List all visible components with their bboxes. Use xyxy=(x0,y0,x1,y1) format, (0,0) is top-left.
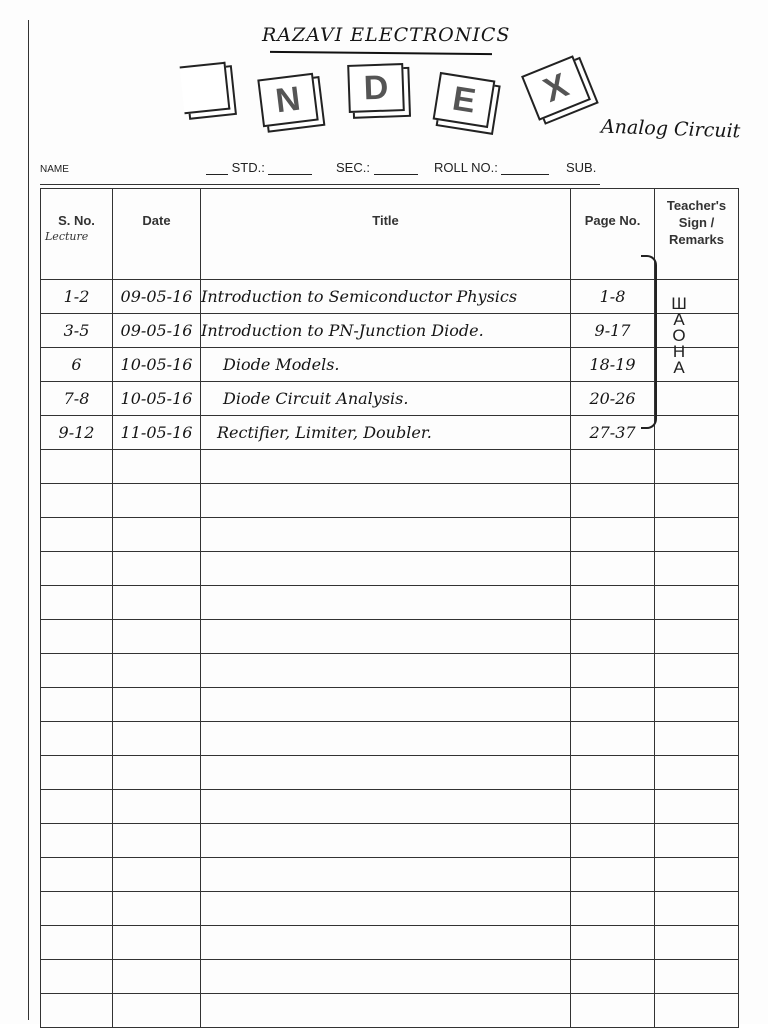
empty-table-row xyxy=(41,654,739,688)
cell-date: 11-05-16 xyxy=(113,416,201,450)
empty-table-row xyxy=(41,620,739,654)
empty-cell xyxy=(571,756,655,790)
empty-cell xyxy=(113,824,201,858)
page-margin-line xyxy=(28,20,29,1020)
empty-cell xyxy=(655,518,739,552)
index-tile-e: E xyxy=(433,72,496,128)
empty-cell xyxy=(655,552,739,586)
empty-cell xyxy=(655,858,739,892)
cell-sno: 1-2 xyxy=(41,280,113,314)
sub-label: SUB. xyxy=(566,160,597,175)
empty-cell xyxy=(201,518,571,552)
empty-cell xyxy=(113,858,201,892)
empty-cell xyxy=(571,484,655,518)
student-meta-row xyxy=(40,154,620,178)
empty-cell xyxy=(655,892,739,926)
empty-cell xyxy=(113,756,201,790)
title-underline xyxy=(270,51,492,55)
table-row xyxy=(41,416,739,450)
empty-cell xyxy=(41,654,113,688)
subject-title: RAZAVI ELECTRONICS xyxy=(262,24,511,46)
cell-remark xyxy=(655,416,739,450)
empty-cell xyxy=(201,824,571,858)
cell-date: 09-05-16 xyxy=(113,314,201,348)
empty-cell xyxy=(41,552,113,586)
empty-table-row xyxy=(41,926,739,960)
empty-cell xyxy=(41,756,113,790)
empty-table-row xyxy=(41,518,739,552)
empty-table-row xyxy=(41,484,739,518)
empty-cell xyxy=(41,688,113,722)
empty-cell xyxy=(655,790,739,824)
col-header-title: Title xyxy=(201,189,571,280)
cell-page: 9-17 xyxy=(571,314,655,348)
empty-cell xyxy=(41,484,113,518)
empty-cell xyxy=(201,654,571,688)
table-header-row xyxy=(41,189,739,280)
table-row xyxy=(41,280,739,314)
empty-cell xyxy=(41,994,113,1028)
empty-cell xyxy=(571,994,655,1028)
meta-underline xyxy=(40,184,600,185)
empty-cell xyxy=(41,722,113,756)
empty-cell xyxy=(201,960,571,994)
empty-cell xyxy=(113,892,201,926)
col-header-sno-note: Lecture xyxy=(45,230,89,243)
empty-cell xyxy=(41,790,113,824)
empty-cell xyxy=(201,484,571,518)
cell-date: 10-05-16 xyxy=(113,348,201,382)
cell-date: 10-05-16 xyxy=(113,382,201,416)
empty-cell xyxy=(201,994,571,1028)
empty-cell xyxy=(655,484,739,518)
cell-sno: 9-12 xyxy=(41,416,113,450)
page-range-bracket xyxy=(641,255,657,429)
empty-table-row xyxy=(41,790,739,824)
empty-table-row xyxy=(41,688,739,722)
cell-title: Introduction to PN-Junction Diode. xyxy=(201,314,571,348)
empty-cell xyxy=(41,450,113,484)
empty-cell xyxy=(571,892,655,926)
cell-page: 1-8 xyxy=(571,280,655,314)
empty-table-row xyxy=(41,552,739,586)
sec-label: SEC.: xyxy=(336,160,370,175)
cell-sno: 3-5 xyxy=(41,314,113,348)
empty-table-row xyxy=(41,756,739,790)
subject-note: Analog Circuit xyxy=(600,115,741,143)
roll-no-label: ROLL NO.: xyxy=(434,160,498,175)
cell-sno: 7-8 xyxy=(41,382,113,416)
col-header-teacher: Teacher's Sign / Remarks xyxy=(655,189,739,280)
col-header-sno: S. No. Lecture xyxy=(41,189,113,280)
col-header-date: Date xyxy=(113,189,201,280)
table-row xyxy=(41,348,739,382)
empty-cell xyxy=(655,450,739,484)
empty-cell xyxy=(201,858,571,892)
cell-title: Introduction to Semiconductor Physics xyxy=(201,280,571,314)
empty-cell xyxy=(201,586,571,620)
empty-table-row xyxy=(41,994,739,1028)
empty-cell xyxy=(655,654,739,688)
empty-cell xyxy=(571,450,655,484)
empty-cell xyxy=(201,926,571,960)
empty-cell xyxy=(113,688,201,722)
teacher-remark-mark: Ш A O H A xyxy=(671,294,687,377)
empty-cell xyxy=(655,586,739,620)
empty-cell xyxy=(113,790,201,824)
cell-title: Diode Circuit Analysis. xyxy=(201,382,571,416)
table-row xyxy=(41,382,739,416)
empty-cell xyxy=(201,450,571,484)
empty-cell xyxy=(571,824,655,858)
table-row xyxy=(41,314,739,348)
empty-cell xyxy=(41,892,113,926)
empty-cell xyxy=(655,756,739,790)
empty-cell xyxy=(41,960,113,994)
cell-sno: 6 xyxy=(41,348,113,382)
empty-cell xyxy=(201,552,571,586)
empty-table-row xyxy=(41,824,739,858)
empty-cell xyxy=(571,960,655,994)
empty-cell xyxy=(201,722,571,756)
empty-cell xyxy=(41,858,113,892)
empty-cell xyxy=(655,824,739,858)
empty-cell xyxy=(571,518,655,552)
cell-date: 09-05-16 xyxy=(113,280,201,314)
empty-cell xyxy=(571,858,655,892)
empty-cell xyxy=(571,926,655,960)
empty-cell xyxy=(571,586,655,620)
empty-cell xyxy=(571,620,655,654)
empty-table-row xyxy=(41,586,739,620)
empty-cell xyxy=(113,518,201,552)
empty-cell xyxy=(571,722,655,756)
empty-cell xyxy=(201,892,571,926)
empty-cell xyxy=(113,722,201,756)
cell-page: 20-26 xyxy=(571,382,655,416)
empty-cell xyxy=(655,722,739,756)
index-tile-x: X xyxy=(521,55,591,120)
std-label: STD.: xyxy=(231,160,265,175)
empty-cell xyxy=(41,518,113,552)
empty-cell xyxy=(201,620,571,654)
empty-cell xyxy=(571,790,655,824)
empty-cell xyxy=(113,926,201,960)
empty-cell xyxy=(201,790,571,824)
empty-cell xyxy=(571,688,655,722)
cell-page: 27-37 xyxy=(571,416,655,450)
cell-title: Rectifier, Limiter, Doubler. xyxy=(201,416,571,450)
empty-cell xyxy=(655,620,739,654)
empty-cell xyxy=(655,688,739,722)
index-tile-partial xyxy=(180,62,231,115)
empty-cell xyxy=(113,450,201,484)
empty-cell xyxy=(41,926,113,960)
table-body xyxy=(41,280,739,1028)
index-tile-d: D xyxy=(347,63,405,113)
empty-cell xyxy=(655,960,739,994)
col-header-page: Page No. xyxy=(571,189,655,280)
empty-cell xyxy=(571,654,655,688)
empty-cell xyxy=(41,586,113,620)
empty-cell xyxy=(113,960,201,994)
empty-cell xyxy=(113,654,201,688)
empty-cell xyxy=(113,484,201,518)
empty-cell xyxy=(41,824,113,858)
empty-table-row xyxy=(41,892,739,926)
name-label: NAME xyxy=(40,164,69,175)
empty-table-row xyxy=(41,858,739,892)
empty-cell xyxy=(41,620,113,654)
index-tile-n: N xyxy=(257,73,318,127)
empty-table-row xyxy=(41,960,739,994)
index-table xyxy=(40,188,739,1028)
empty-cell xyxy=(201,756,571,790)
cell-page: 18-19 xyxy=(571,348,655,382)
empty-cell xyxy=(571,552,655,586)
empty-cell xyxy=(113,586,201,620)
empty-cell xyxy=(113,552,201,586)
empty-table-row xyxy=(41,722,739,756)
empty-cell xyxy=(655,994,739,1028)
cell-title: Diode Models. xyxy=(201,348,571,382)
empty-table-row xyxy=(41,450,739,484)
empty-cell xyxy=(201,688,571,722)
empty-cell xyxy=(113,994,201,1028)
cell-remark xyxy=(655,382,739,416)
empty-cell xyxy=(655,926,739,960)
empty-cell xyxy=(113,620,201,654)
